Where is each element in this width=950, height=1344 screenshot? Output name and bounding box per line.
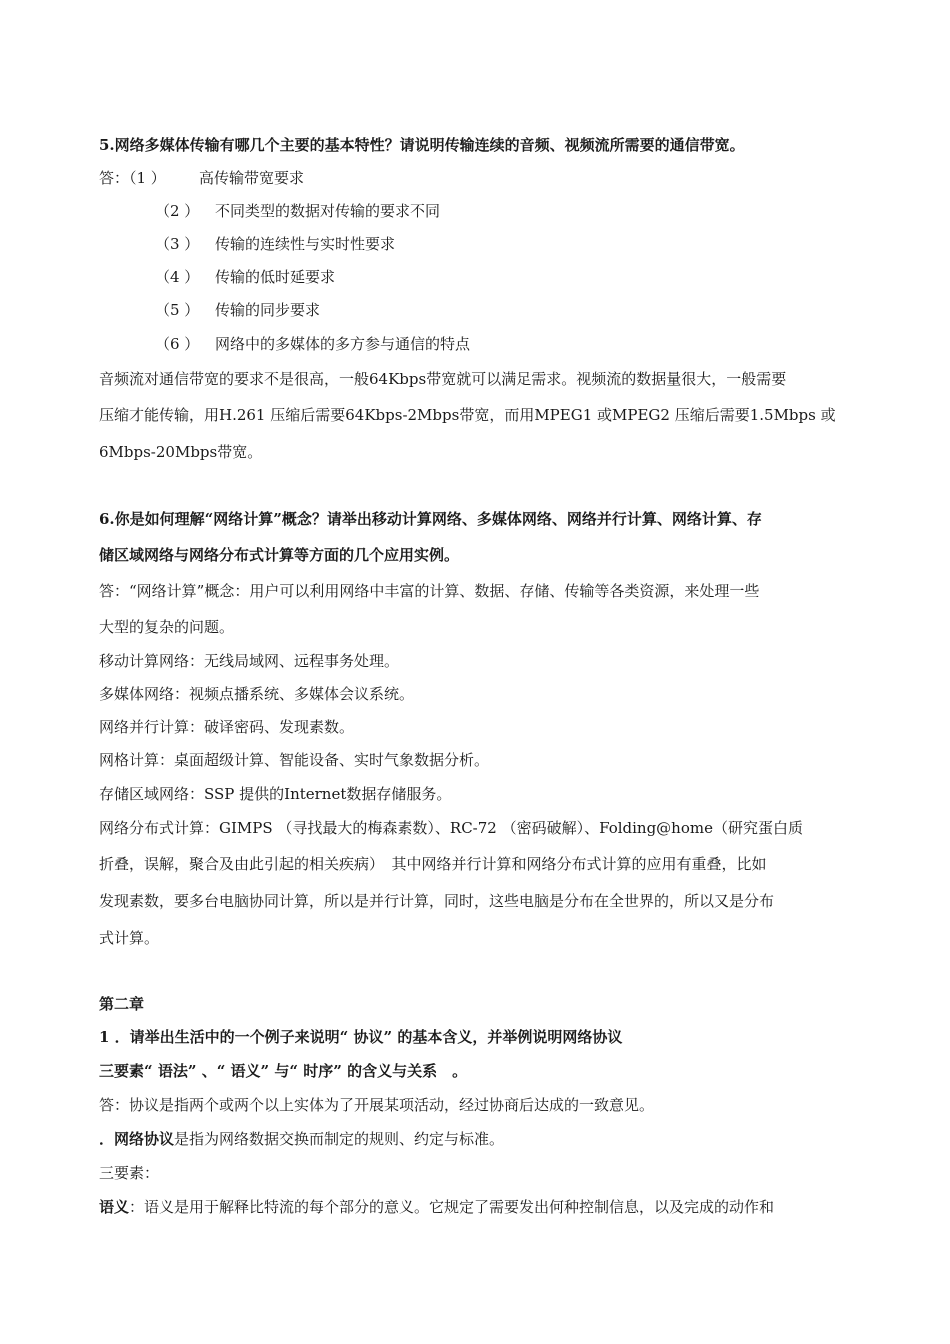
semantics-term: 语义	[99, 1198, 130, 1216]
q5-question: 5.网络多媒体传输有哪几个主要的基本特性？请说明传输连续的音频、视频流所需要的通信带宽。	[99, 136, 745, 154]
q6-distributed-line: 网络分布式计算：GIMPS （寻找最大的梅森素数）、RC-72 （密码破解）、Folding@home（研究蛋白质	[99, 819, 803, 837]
protocol-term: 网络协议	[114, 1130, 175, 1148]
q5-item-2: （2 ） 不同类型的数据对传输的要求不同	[155, 202, 441, 220]
q6-example: 多媒体网络：视频点播系统、多媒体会议系统。	[99, 685, 415, 703]
q6-example: 网络并行计算：破译密码、发现素数。	[99, 718, 355, 736]
q6-example: 存储区域网络：SSP 提供的Internet数据存储服务。	[99, 785, 452, 803]
q6-answer-line: 大型的复杂的问题。	[99, 618, 235, 636]
ch2-protocol-definition: ．网络协议是指为网络数据交换而制定的规则、约定与标准。	[99, 1130, 505, 1148]
ch2-answer: 答：协议是指两个或两个以上实体为了开展某项活动，经过协商后达成的一致意见。	[99, 1096, 655, 1114]
q5-item-4: （4 ） 传输的低时延要求	[155, 268, 336, 286]
ch2-three-elements: 三要素：	[99, 1164, 160, 1182]
q6-question-line: 储区域网络与网络分布式计算等方面的几个应用实例。	[99, 546, 460, 564]
q6-answer-line: 答：“网络计算”概念：用户可以利用网络中丰富的计算、数据、存储、传输等各类资源，来处理一些	[99, 582, 760, 600]
q5-para-line: 压缩才能传输，用H.261 压缩后需要64Kbps-2Mbps带宽，而用MPEG1 或MPEG2 压缩后需要1.5Mbps 或	[99, 406, 836, 424]
chapter-title: 第二章	[99, 995, 145, 1013]
q5-item-1: 答：（1 ） 高传输带宽要求	[99, 169, 305, 187]
q5-item-3: （3 ） 传输的连续性与实时性要求	[155, 235, 396, 253]
q6-example: 网格计算：桌面超级计算、智能设备、实时气象数据分析。	[99, 751, 490, 769]
q6-example: 移动计算网络：无线局域网、远程事务处理。	[99, 652, 400, 670]
q6-question-line: 6.你是如何理解“网络计算”概念？请举出移动计算网络、多媒体网络、网络并行计算、网络计算、存	[99, 510, 762, 528]
q6-distributed-line: 式计算。	[99, 929, 160, 947]
q5-para-line: 6Mbps-20Mbps带宽。	[99, 443, 263, 461]
q5-answer-prefix: 答：（1 ）	[99, 169, 166, 187]
q6-distributed-line: 折叠，误解，聚合及由此引起的相关疾病） 其中网络并行计算和网络分布式计算的应用有重叠，比如	[99, 855, 767, 873]
q5-item-6: （6 ） 网络中的多媒体的多方参与通信的特点	[155, 335, 471, 353]
q5-para-line: 音频流对通信带宽的要求不是很高，一般64Kbps带宽就可以满足需求。视频流的数据量很大，一般需要	[99, 370, 787, 388]
ch2-q1-line: 三要素“ 语法” 、“ 语义” 与“ 时序” 的含义与关系 。	[99, 1062, 468, 1080]
ch2-q1-line: 1 ．请举出生活中的一个例子来说明“ 协议” 的基本含义，并举例说明网络协议	[99, 1028, 623, 1046]
q5-item-5: （5 ） 传输的同步要求	[155, 301, 321, 319]
q6-distributed-line: 发现素数，要多台电脑协同计算，所以是并行计算，同时，这些电脑是分布在全世界的，所以又是分布	[99, 892, 775, 910]
ch2-semantics: 语义：语义是用于解释比特流的每个部分的意义。它规定了需要发出何种控制信息，以及完成的动作和	[99, 1198, 775, 1216]
